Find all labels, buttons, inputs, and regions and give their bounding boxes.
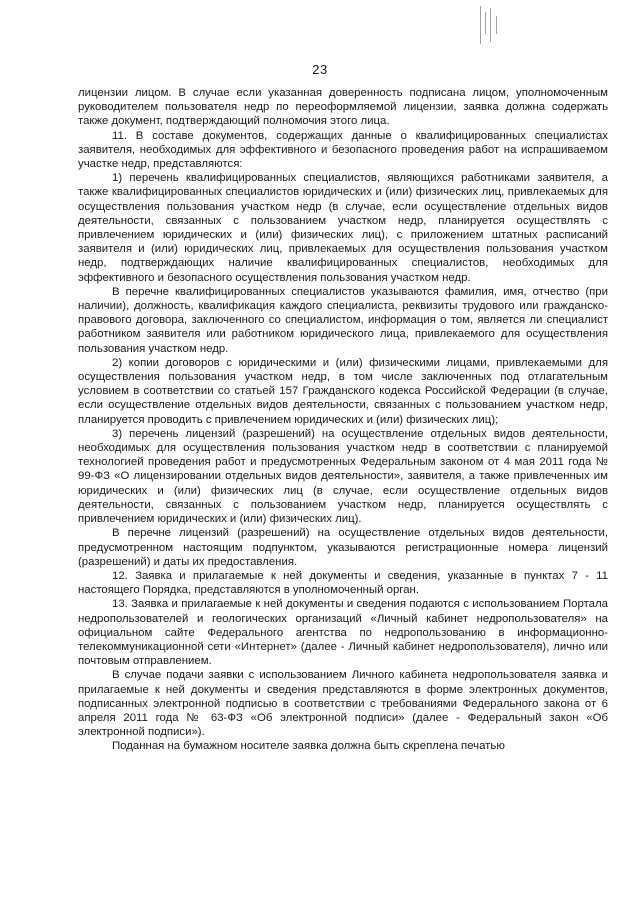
- paragraph-subitem-2: 2) копии договоров с юридическими и (или) физическими лицами, привлекаемыми для осуществления пользования участком недр, в том числе заключенных под отлагательным условием в соответствии со статьей 157 Гражданского кодекса Российской Федерации (в случае, если осуществление отдельных видов деятельности, связанных с пользованием участком недр, планируется проводить с привлечением юридических и (или) физических лиц);: [78, 356, 608, 426]
- paragraph-subitem-3: 3) перечень лицензий (разрешений) на осуществление отдельных видов деятельности, необходимых для осуществления пользования участком недр в соответствии с планируемой технологией проведения работ и предусмотренных Федеральным законом от 4 мая 2011 года № 99-ФЗ «О лицензировании отдельных видов деятельности», заявителя, а также привлеченных им юридических и (или) физических лиц (в случае, если осуществление отдельных видов деятельности, связанных с пользованием участком недр, планируется осуществлять с привлечением юридических и (или) физических лиц).: [78, 427, 608, 526]
- paragraph-subitem-1: 1) перечень квалифицированных специалистов, являющихся работниками заявителя, а также квалифицированных специалистов юридических и (или) физических лиц, привлекаемых для осуществления пользования участком недр (в случае, если осуществление отдельных видов деятельности, связанных с пользованием участком недр, планируется осуществлять с привлечением юридических и (или) физических лиц), с приложением штатных расписаний заявителя и (или) юридических лиц, привлекаемых для осуществления пользования участком недр, подтверждающих наличие квалифицированных специалистов, необходимых для эффективного и безопасного осуществления пользования участком недр.: [78, 172, 608, 284]
- paragraph-electronic-submission: В случае подачи заявки с использованием Личного кабинета недропользователя заявка и прилагаемые к ней документы и сведения представляются в форме электронных документов, подписанных электронной подписью в соответствии с требованиями Федерального закона от 6 апреля 2011 года № 63-ФЗ «Об электронной подписи» (далее - Федеральный закон «Об электронной подписи»).: [78, 669, 608, 739]
- paragraph-licenses-list: В перечне лицензий (разрешений) на осуществление отдельных видов деятельности, предусмотренном настоящим подпунктом, указываются регистрационные номера лицензий (разрешений) и даты их предоставления.: [78, 527, 608, 568]
- page-number: 23: [312, 62, 328, 77]
- document-body: [78, 86, 608, 754]
- paragraph-item-11: 11. В составе документов, содержащих данные о квалифицированных специалистах заявителя, необходимых для эффективного и безопасного проведения работ на испрашиваемом участке недр, представляются:: [78, 129, 608, 171]
- paragraph-continuation: лицензии лицом. В случае если указанная доверенность подписана лицом, уполномоченным руководителем пользователя недр по переоформляемой лицензии, заявка должна содержать также документ, подтверждающий полномочия этого лица.: [78, 87, 608, 128]
- paragraph-paper-submission: Поданная на бумажном носителе заявка должна быть скреплена печатью: [112, 740, 505, 753]
- scan-artifact-marks: [478, 6, 500, 46]
- paragraph-specialists-list: В перечне квалифицированных специалистов указываются фамилия, имя, отчество (при наличии), должность, квалификация каждого специалиста, реквизиты трудового или гражданско-правового договора, заключенного со специалистом, информация о том, является ли специалист работником заявителя или работником юридического лица, привлекаемого для осуществления пользования участком недр.: [78, 285, 608, 355]
- paragraph-item-12: 12. Заявка и прилагаемые к ней документы и сведения, указанные в пунктах 7 - 11 настоящего Порядка, представляются в уполномоченный орган.: [78, 569, 608, 597]
- paragraph-item-13: 13. Заявка и прилагаемые к ней документы и сведения подаются с использованием Портала недропользователей и геологических организаций «Личный кабинет недропользователя» на официальном сайте Федерального агентства по недропользованию в информационно-телекоммуникационной сети «Интернет» (далее - Личный кабинет недропользователя), лично или почтовым отправлением.: [78, 598, 608, 668]
